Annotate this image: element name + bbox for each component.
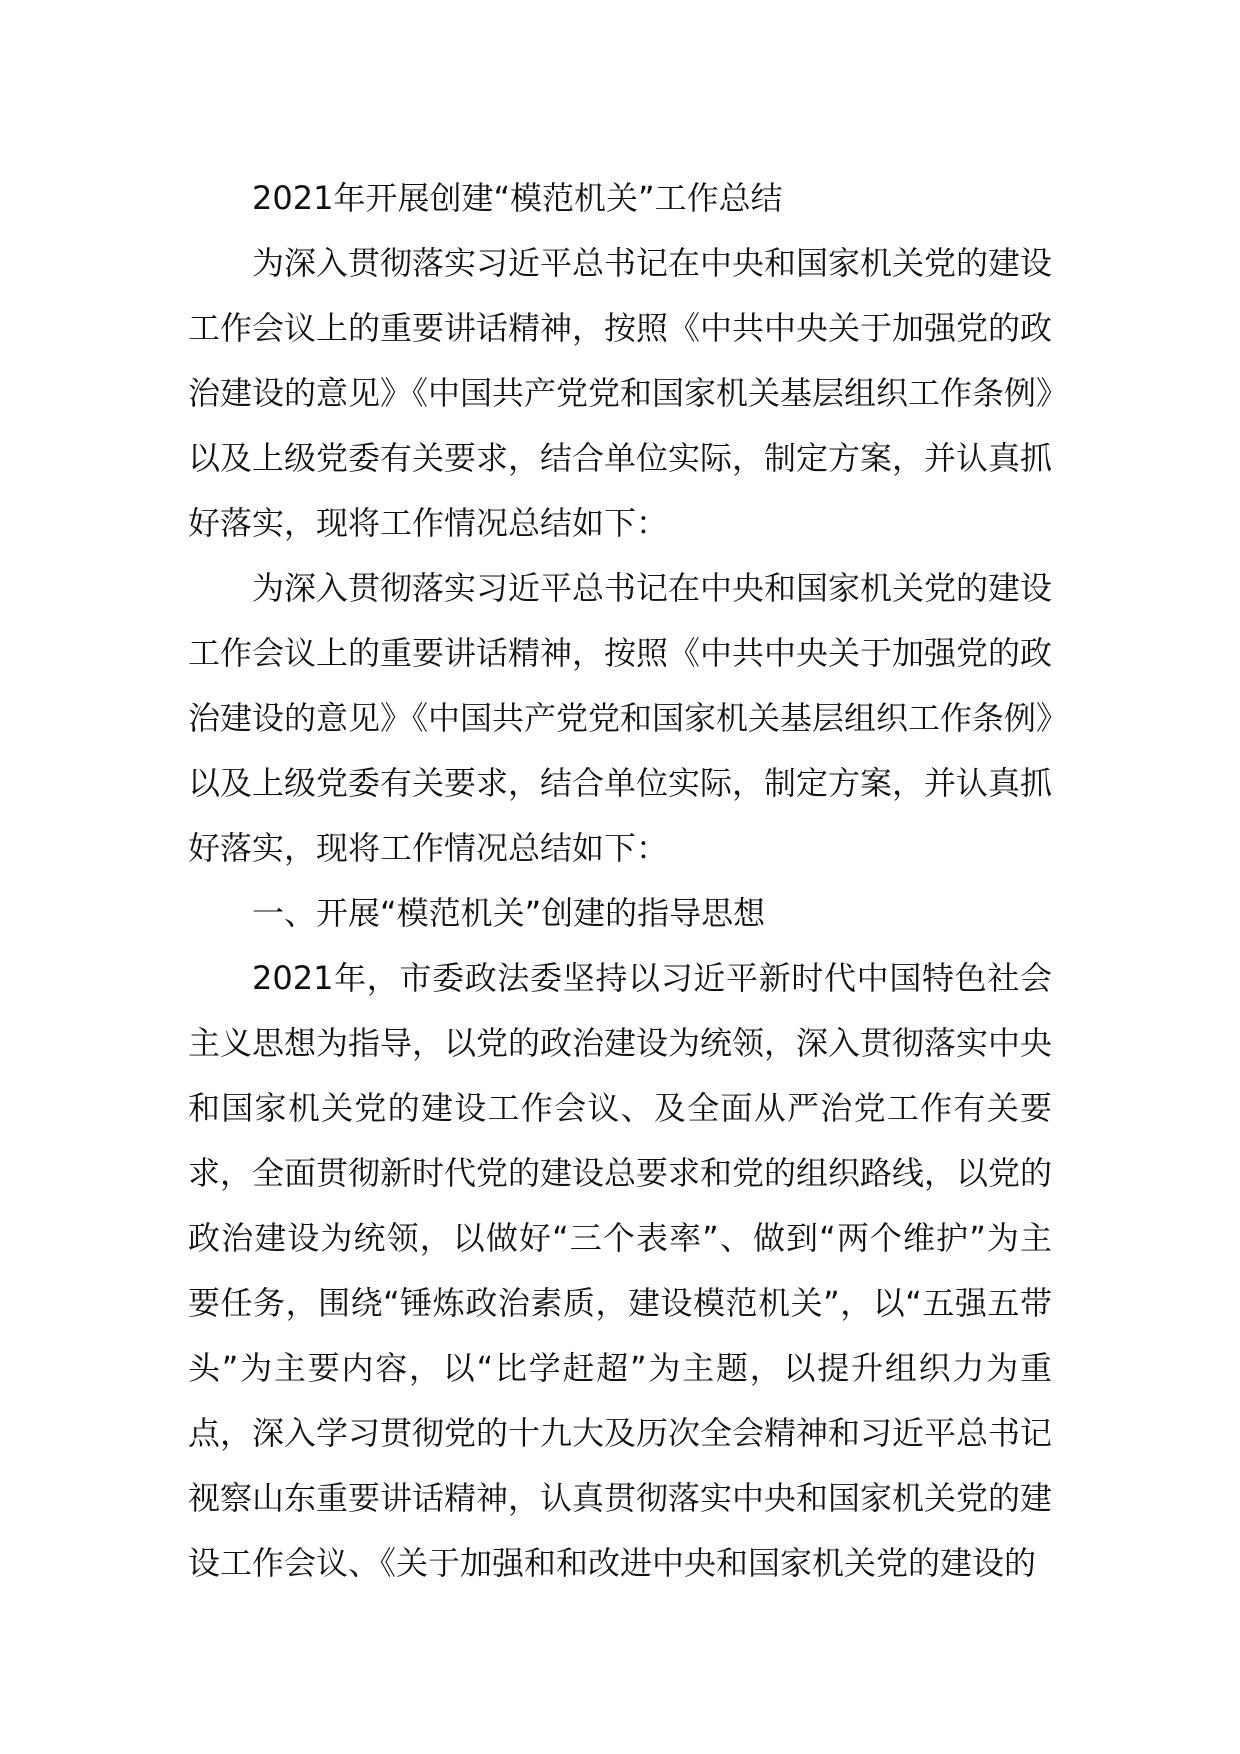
- section-heading: 一、开展“模范机关”创建的指导思想: [252, 894, 766, 932]
- document-body: [188, 166, 1052, 1596]
- intro-paragraph-2: 为深入贯彻落实习近平总书记在中央和国家机关党的建设工作会议上的重要讲话精神，按照《中共中央关于加强党的政治建设的意见》《中国共产党党和国家机关基层组织工作条例》以及上级党委有关要求，结合单位实际，制定方案，并认真抓好落实，现将工作情况总结如下：: [188, 569, 1053, 867]
- document-title: 2021年开展创建“模范机关”工作总结: [252, 179, 783, 217]
- intro-paragraph-1: 为深入贯彻落实习近平总书记在中央和国家机关党的建设工作会议上的重要讲话精神，按照《中共中央关于加强党的政治建设的意见》《中国共产党党和国家机关基层组织工作条例》以及上级党委有关要求，结合单位实际，制定方案，并认真抓好落实，现将工作情况总结如下：: [188, 244, 1053, 542]
- section-body-paragraph: 2021年，市委政法委坚持以习近平新时代中国特色社会主义思想为指导，以党的政治建设为统领，深入贯彻落实中央和国家机关党的建设工作会议、及全面从严治党工作有关要求，全面贯彻新时代党的建设总要求和党的组织路线，以党的政治建设为统领，以做好“三个表率”、做到“两个维护”为主要任务，围绕“锤炼政治素质，建设模范机关”，以“五强五带头”为主要内容，以“比学赶超”为主题，以提升组织力为重点，深入学习贯彻党的十九大及历次全会精神和习近平总书记视察山东重要讲话精神，认真贯彻落实中央和国家机关党的建设工作会议、《关于加强和和改进中央和国家机关党的建设的: [188, 959, 1053, 1582]
